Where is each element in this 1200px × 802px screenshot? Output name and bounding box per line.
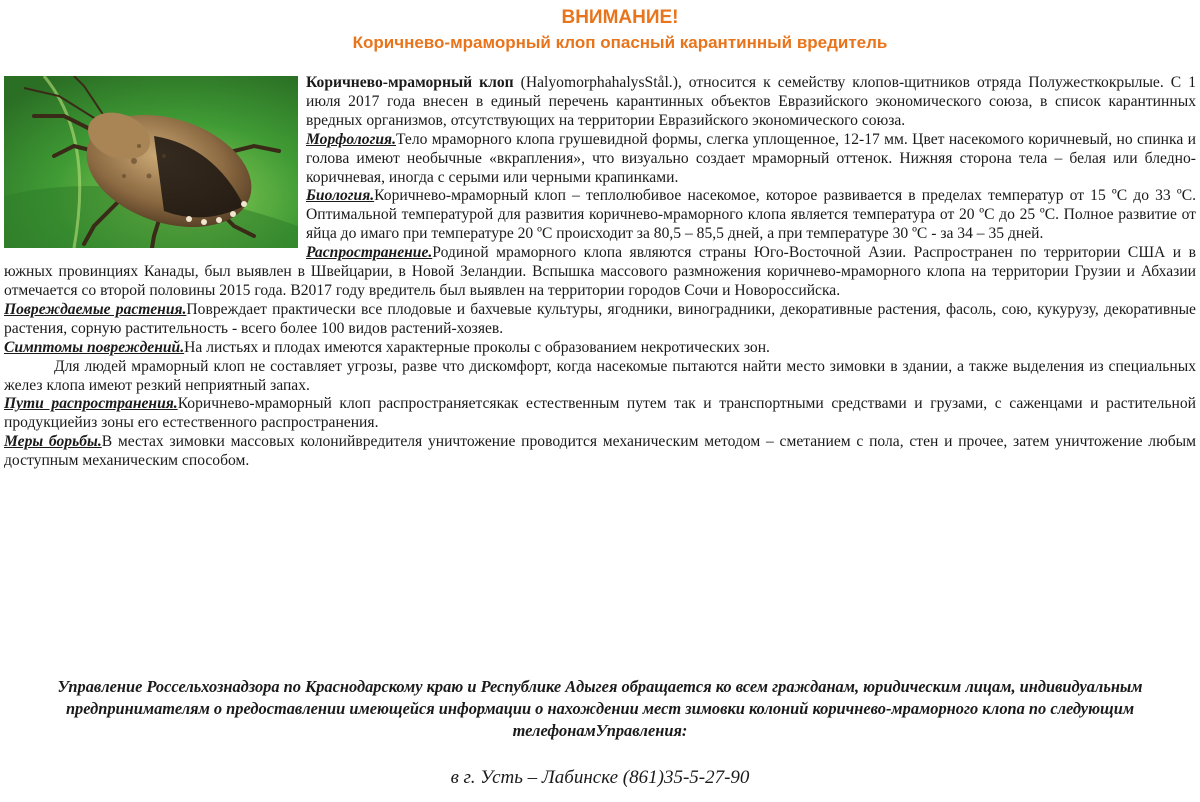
morphology-title: Морфология. <box>306 130 396 148</box>
symptoms-text: На листьях и плодах имеются характерные проколы с образованием некротических зон. <box>184 338 770 356</box>
photo-spacer <box>4 74 306 260</box>
biology-title: Биология. <box>306 187 375 205</box>
spread-paragraph <box>4 395 1196 433</box>
people-paragraph: Для людей мраморный клоп не составляет угрозы, разве что дискомфорт, когда насекомые пытаются найти место зимовки в здании, а также выделения из специальных желез клопа имеют резкий неприятный запах. <box>4 357 1196 394</box>
distribution-title: Распространение. <box>306 244 433 262</box>
spread-title: Пути распространения. <box>4 395 178 413</box>
control-title: Меры борьбы. <box>4 433 102 451</box>
distribution-text: Родиной мраморного клопа являются страны Юго-Восточной Азии. Распространен по территории США и в южных провинциях Канады, был выявлен в Швейцарии, в Новой Зеландии. Вспышка массового размножения коричнево-мраморного клопа на территории Грузии и Абхазии отмечается со второй половины 2015 года. В2017 году вредитель был выявлен на территории городов Сочи и Новороссийска. <box>4 244 1196 299</box>
footer-appeal <box>0 676 1200 742</box>
biology-text: Коричнево-мраморный клоп – теплолюбивое насекомое, которое развивается в пределах температур от 15 ºС до 33 ºС. Оптимальной температурой для развития коричнево-мраморного клопа является температура от 20 ºС до 25 ºС. Полное развитие от яйца до имаго при температуре 20 ºС происходит за 80,5 – 85,5 дней, а при температуре 30 ºС - за 34 – 35 дней. <box>306 187 1196 243</box>
document-body <box>4 74 1196 471</box>
intro-name: Коричнево-мраморный клоп <box>306 74 514 91</box>
header <box>0 6 1200 54</box>
plants-title: Повреждаемые растения. <box>4 300 187 318</box>
attention-title: ВНИМАНИЕ! <box>561 7 679 28</box>
footer-appeal-text: Управление Россельхознадзора по Краснодарскому краю и Республике Адыгея обращается ко всем гражданам, юридическим лицам, индивидуальным предпринимателям о предоставлении имеющейся информации о нахождении мест зимовки колоний коричнево-мраморного клопа по следующим телефонамУправления: <box>57 677 1143 740</box>
spread-text: Коричнево-мраморный клоп распространяетсякак естественным путем так и транспортными средствами и грузами, с саженцами и растительной продукциейиз зоны его естественного распространения. <box>4 395 1196 432</box>
contact-phone: в г. Усть – Лабинске (861)35-5-27-90 <box>450 767 750 788</box>
symptoms-title: Симптомы повреждений. <box>4 338 185 356</box>
plants-text: Повреждает практически все плодовые и бахчевые культуры, ягодники, виноградники, декоративные растения, фасоль, сою, кукурузу, декоративные растения, сорную растительность - всего более 100 видов растений-хозяев. <box>4 300 1196 337</box>
control-paragraph <box>4 433 1196 471</box>
morphology-text: Тело мраморного клопа грушевидной формы, слегка уплощенное, 12-17 мм. Цвет насекомого коричневый, но спинка и голова имеют необычные «вкрапления», что визуально создает мраморный оттенок. Нижняя сторона тела – белая или бледно-коричневая, иногда с серыми или черными крапинками. <box>306 130 1196 186</box>
intro-text: (HalyomorphahalysStål.), относится к семейству клопов-щитников отряда Полужесткокрылые. С 1 июля 2017 года внесен в единый перечень карантинных объектов Евразийского экономического союза, в список карантинных вредных организмов, отсутствующих на территории Евразийского экономического союза. <box>306 74 1196 129</box>
document-subtitle: Коричнево-мраморный клоп опасный карантинный вредитель <box>352 33 888 52</box>
control-text: В местах зимовки массовых колонийвредителя уничтожение проводится механическим методом – сметанием с пола, стен и прочее, затем уничтожение любым доступным механическим способом. <box>4 433 1196 470</box>
plants-paragraph <box>4 301 1196 339</box>
symptoms-paragraph <box>4 339 1196 358</box>
